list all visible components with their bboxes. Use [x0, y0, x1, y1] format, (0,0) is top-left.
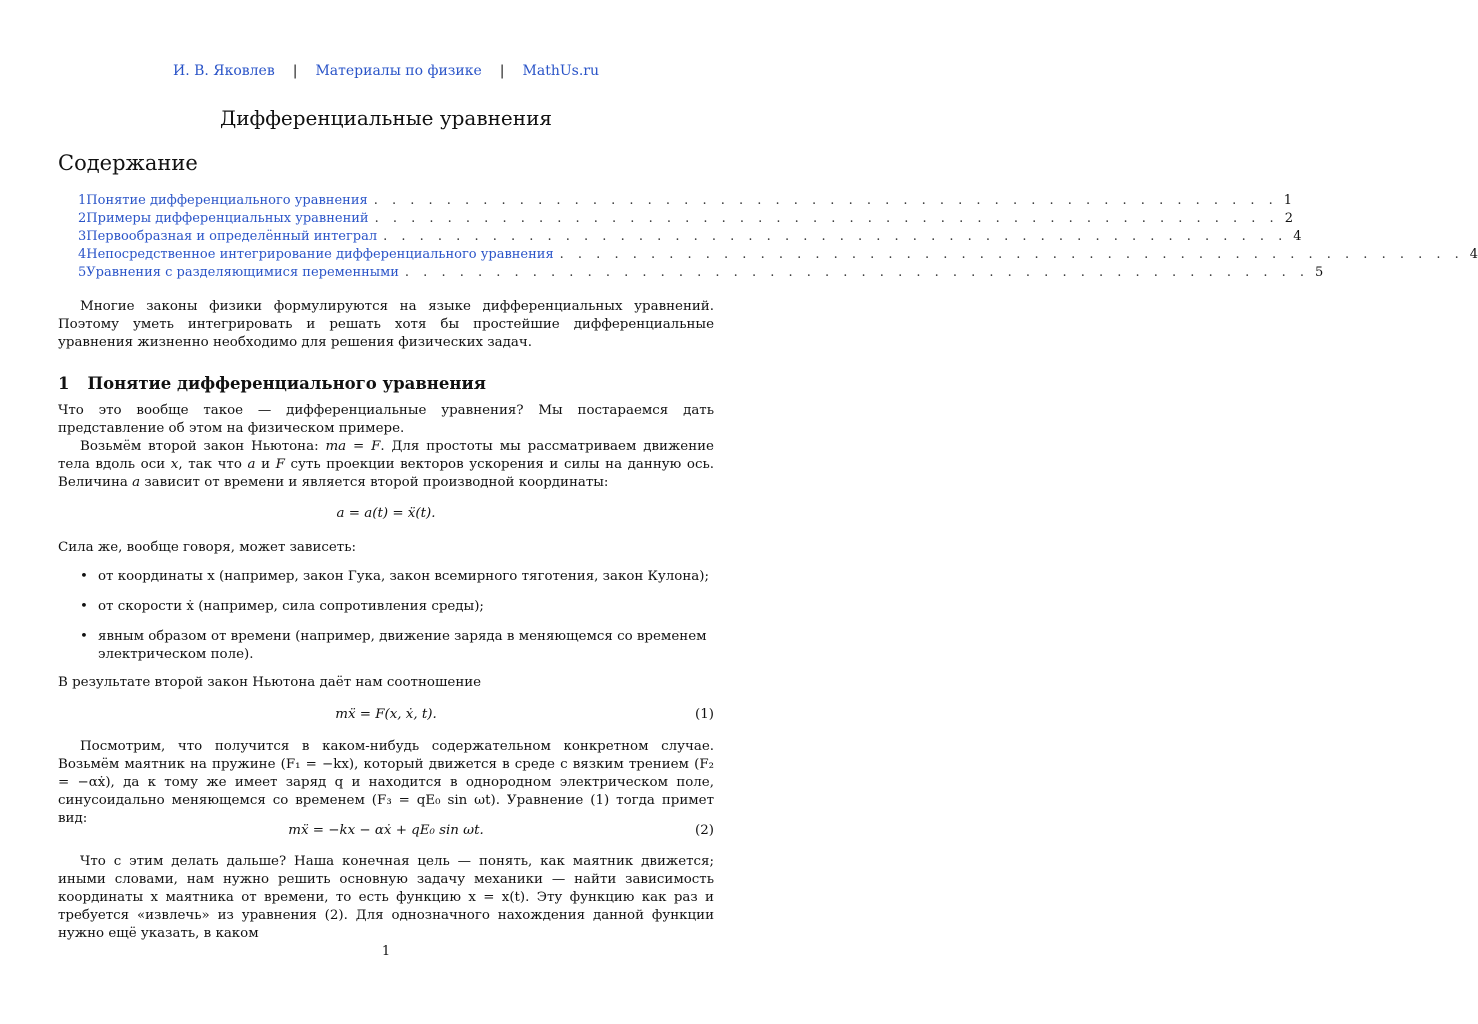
text-run: зависит от времени и является второй производной координаты: [140, 475, 609, 490]
equation-number: (2) [695, 823, 714, 838]
page-header [58, 63, 714, 79]
intro-paragraph: Многие законы физики формулируются на языке дифференциальных уравнений. Поэтому уметь интегрировать и решать хотя бы простейшие дифференциальные уравнения жизненно необходимо для решения физических задач. [58, 299, 714, 350]
toc-item[interactable] [78, 228, 1302, 246]
toc-item-number: 3 [78, 229, 87, 244]
toc-item-number: 1 [78, 193, 87, 208]
toc-item-number: 4 [78, 247, 87, 262]
section-number: 1 [58, 374, 70, 393]
inline-math: a [132, 475, 141, 490]
toc-item-link[interactable]: Уравнения с разделяющимися переменными [86, 265, 399, 280]
equation-body: mẍ = −kx − αẋ + qE₀ sin ωt. [288, 823, 484, 838]
toc-leader-dots: . . . . . . . . . . . . . . . . . . . . . . . . . . . . . . . . . . . . . . . . . . . . . . . . . . [373, 193, 1278, 208]
page-number: 1 [381, 944, 391, 959]
table-of-contents [78, 192, 1478, 282]
list-item-text: от скорости ẋ (например, сила сопротивления среды); [98, 599, 484, 614]
toc-item-page: 4 [1469, 247, 1478, 262]
inline-math: F [275, 457, 285, 472]
list-item [78, 598, 714, 616]
paragraph: В результате второй закон Ньютона даёт нам соотношение [58, 675, 482, 690]
display-equation [58, 823, 714, 838]
header-separator: | [292, 63, 298, 79]
toc-item-page: 5 [1315, 265, 1324, 280]
inline-math: ma = F [325, 439, 381, 454]
list-item-text: от координаты x (например, закон Гука, закон всемирного тяготения, закон Кулона); [98, 569, 710, 584]
equation-body: mẍ = F(x, ẋ, t). [335, 707, 437, 722]
bullet-list [78, 568, 714, 664]
toc-leader-dots: . . . . . . . . . . . . . . . . . . . . . . . . . . . . . . . . . . . . . . . . . . . . . . . . . . [559, 247, 1464, 262]
paragraph: Что это вообще такое — дифференциальные уравнения? Мы постараемся дать представление об этом на физическом примере. [58, 403, 714, 436]
section-heading [58, 374, 486, 393]
toc-item-number: 5 [78, 265, 87, 280]
site-link[interactable]: MathUs.ru [522, 63, 599, 79]
toc-item-number: 2 [78, 211, 87, 226]
list-item-text: явным образом от времени (например, движение заряда в меняющемся со временем электрическом поле). [98, 629, 707, 662]
inline-math: x [170, 457, 179, 472]
text-run: Возьмём второй закон Ньютона: [80, 439, 326, 454]
section-title: Понятие дифференциального уравнения [87, 374, 486, 393]
toc-leader-dots: . . . . . . . . . . . . . . . . . . . . . . . . . . . . . . . . . . . . . . . . . . . . . . . . . . [374, 211, 1279, 226]
toc-item[interactable] [78, 264, 1324, 282]
toc-item-link[interactable]: Понятие дифференциального уравнения [86, 193, 368, 208]
bullet-icon: • [80, 629, 88, 644]
toc-item[interactable] [78, 192, 1293, 210]
toc-leader-dots: . . . . . . . . . . . . . . . . . . . . . . . . . . . . . . . . . . . . . . . . . . . . . . . . . . [404, 265, 1310, 280]
paragraph: Сила же, вообще говоря, может зависеть: [58, 540, 357, 555]
toc-leader-dots: . . . . . . . . . . . . . . . . . . . . . . . . . . . . . . . . . . . . . . . . . . . . . . . . . . [383, 229, 1288, 244]
display-equation: a = a(t) = ẍ(t). [336, 506, 436, 521]
materials-link[interactable]: Материалы по физике [315, 63, 482, 79]
toc-item[interactable] [78, 210, 1293, 228]
inline-math: a [247, 457, 256, 472]
bullet-icon: • [80, 599, 88, 614]
paragraph: Посмотрим, что получится в каком-нибудь содержательном конкретном случае. Возьмём маятник на пружине (F₁ = −kx), который движется в среде с вязким трением (F₂ = −αẋ), да к тому же имеет заряд q и находится в однородном электрическом поле, синусоидально меняющемся со временем (F₃ = qE₀ sin ωt). Уравнение (1) тогда примет вид: [58, 739, 714, 826]
display-equation [58, 707, 714, 722]
toc-item-link[interactable]: Первообразная и определённый интеграл [86, 229, 378, 244]
toc-item-link[interactable]: Примеры дифференциальных уравнений [86, 211, 369, 226]
toc-item[interactable] [78, 246, 1478, 264]
bullet-icon: • [80, 569, 88, 584]
toc-item-page: 1 [1283, 193, 1293, 208]
list-item [78, 568, 714, 586]
text-run: и [255, 457, 276, 472]
paragraph [58, 438, 714, 492]
toc-item-page: 2 [1284, 211, 1293, 226]
equation-number: (1) [695, 707, 714, 722]
document-title: Дифференциальные уравнения [219, 106, 553, 130]
author-link[interactable]: И. В. Яковлев [173, 63, 275, 79]
toc-item-page: 4 [1293, 229, 1302, 244]
header-separator: | [499, 63, 505, 79]
text-run: , так что [178, 457, 248, 472]
list-item [78, 628, 714, 664]
toc-item-link[interactable]: Непосредственное интегрирование дифференциального уравнения [86, 247, 554, 262]
text-run: . Для простоты мы рассматриваем движение тела вдоль оси [58, 439, 714, 472]
text-run: суть проекции векторов ускорения и силы на данную ось. Величина [58, 457, 715, 490]
paragraph: Что с этим делать дальше? Наша конечная цель — понять, как маятник движется; иными словами, нам нужно решить основную задачу механики — найти зависимость координаты x маятника от времени, то есть функцию x = x(t). Эту функцию как раз и требуется «извлечь» из уравнения (2). Для однозначного нахождения данной функции нужно ещё указать, в каком [58, 854, 714, 941]
toc-heading: Содержание [58, 151, 198, 175]
